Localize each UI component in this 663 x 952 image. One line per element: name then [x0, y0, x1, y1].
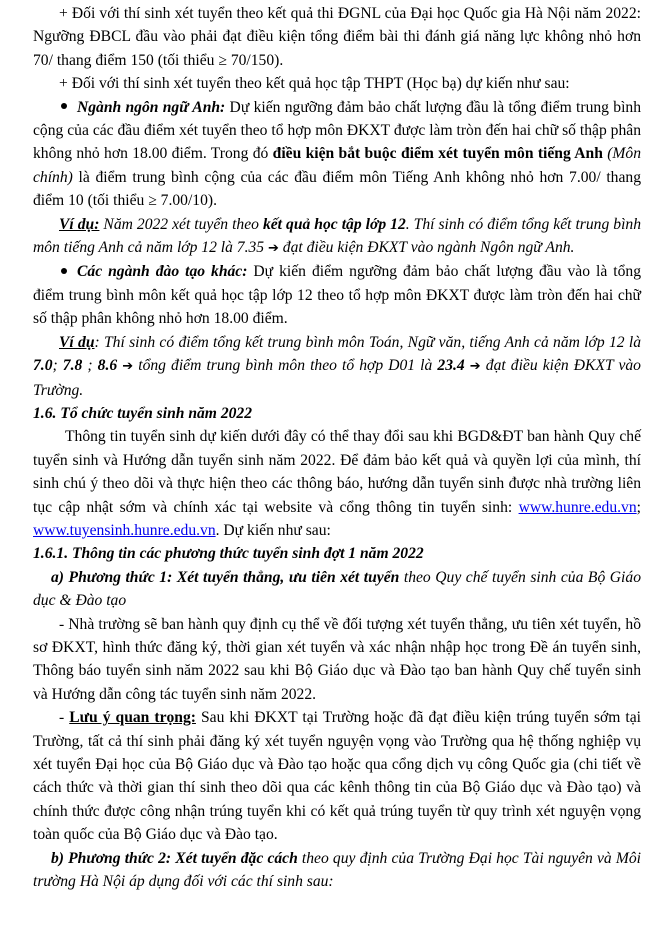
paragraph-hocba-intro: + Đối với thí sinh xét tuyển theo kết quả học tập THPT (Học bạ) dự kiến như sau:: [59, 75, 570, 93]
paragraph-admission-info: Thông tin tuyển sinh dự kiến dưới đây có thể thay đổi sau khi BGD&ĐT ban hành Quy chế tuyển sinh và Hướng dẫn tuyển sinh năm 2022. Để đảm bảo kết quả và quyền lợi của mình, thí sinh chú ý theo dõi và thực hiện theo các thông báo, hướng dẫn tuyển sinh được nhà trường liên tục cập nhật sớm và chính xác tại website và cổng thông tin tuyển sinh: www.hunre.edu.vn; www.tuyensinh.hunre.edu.vn. Dự kiến như sau:: [33, 428, 641, 539]
link-tuyensinh[interactable]: www.tuyensinh.hunre.edu.vn: [33, 521, 216, 539]
bullet-english-major: Ngành ngôn ngữ Anh: Dự kiến ngưỡng đảm bảo chất lượng đầu là tổng điểm trung bình cộng của các đầu điểm xét tuyển theo tổ hợp môn ĐKXT được làm tròn đến hai chữ số thập phân không nhỏ hơn 18.00 điểm. Trong đó điều kiện bắt buộc điểm xét tuyển môn tiếng Anh (Môn chính) là điểm trung bình cộng của các đầu điểm môn Tiếng Anh không nhỏ hơn 7.00/ thang điểm 10 (tối thiểu ≥ 7.00/10).: [33, 98, 641, 210]
example-label: Ví dụ: [59, 333, 95, 351]
note-label: Lưu ý quan trọng:: [69, 709, 196, 727]
document-page: [33, 2, 641, 893]
example-other: Ví dụ: Thí sinh có điểm tổng kết trung bình môn Toán, Ngữ văn, tiếng Anh cả năm lớp 12 là 7.0; 7.8 ; 8.6 ➔ tổng điểm trung bình môn theo tổ hợp D01 là 23.4 ➔ đạt điều kiện ĐKXT vào Trường.: [33, 333, 641, 399]
bullet-label: Ngành ngôn ngữ Anh:: [77, 98, 226, 116]
emphasis-text: điều kiện bắt buộc điểm xét tuyển môn tiếng Anh: [272, 145, 603, 163]
bullet-other-majors: Các ngành đào tạo khác: Dự kiến điểm ngưỡng đảm bảo chất lượng đầu vào là tổng điểm trung bình môn kết quả học tập lớp 12 theo tổ hợp môn ĐKXT được làm tròn đến hai chữ số thập phân không nhỏ hơn 18.00 điểm.: [33, 263, 641, 328]
bullet-label: Các ngành đào tạo khác:: [77, 263, 248, 281]
paragraph-method-1-details: - Nhà trường sẽ ban hành quy định cụ thể về đối tượng xét tuyển thẳng, ưu tiên xét tuyển, hồ sơ ĐKXT, hình thức đăng ký, thời gian xét tuyển và xác nhận nhập học trong Đề án tuyển sinh, Thông báo tuyển sinh năm 2022 sau khi Bộ Giáo dục và Đào tạo ban hành Quy chế tuyển sinh và Hướng dẫn công tác tuyển sinh năm 2022.: [33, 615, 641, 703]
example-english: Ví dụ: Năm 2022 xét tuyển theo kết quả học tập lớp 12. Thí sinh có điểm tổng kết trung bình môn tiếng Anh cả năm lớp 12 là 7.35 ➔ đạt điều kiện ĐKXT vào ngành Ngôn ngữ Anh.: [33, 215, 642, 257]
link-hunre[interactable]: www.hunre.edu.vn: [518, 498, 637, 516]
arrow-icon: ➔: [122, 359, 134, 375]
paragraph-important-note: - Lưu ý quan trọng: Sau khi ĐKXT tại Trường hoặc đã đạt điều kiện trúng tuyển sớm tại Trường, tất cả thí sinh phải đăng ký xét tuyển nguyện vọng vào Trường qua hệ thống nghiệp vụ xét tuyển Đại học của Bộ Giáo dục và Đào tạo hoặc qua cổng dịch vụ công Quốc gia (chi tiết về cách thức và thời gian thí sinh theo dõi qua các kênh thông tin của Bộ Giáo dục và Đào tạo) và chính thức được công nhận trúng tuyển khi có kết quả trúng tuyển từ quy trình xét nguyện vọng toàn quốc của Bộ Giáo dục và Đào tạo.: [33, 709, 642, 844]
paragraph-dgnl-threshold: + Đối với thí sinh xét tuyển theo kết quả thi ĐGNL của Đại học Quốc gia Hà Nội năm 2022: Ngưỡng ĐBCL đầu vào phải đạt điều kiện tổng điểm bài thi đánh giá năng lực không nhỏ hơn 70/ thang điểm 150 (tối thiểu ≥ 70/150).: [33, 5, 641, 69]
arrow-icon: ➔: [268, 241, 279, 257]
bullet-icon: [61, 103, 67, 109]
section-heading-1-6-1: 1.6.1. Thông tin các phương thức tuyển sinh đợt 1 năm 2022: [33, 545, 424, 563]
section-heading-1-6: 1.6. Tổ chức tuyển sinh năm 2022: [33, 404, 253, 422]
example-label: Ví dụ:: [59, 215, 100, 233]
method-2-heading: b) Phương thức 2: Xét tuyển đặc cách theo quy định của Trường Đại học Tài nguyên và Môi trường Hà Nội áp dụng đối với các thí sinh sau:: [33, 849, 642, 891]
arrow-icon: ➔: [469, 359, 481, 375]
method-1-heading: a) Phương thức 1: Xét tuyển thẳng, ưu tiên xét tuyển theo Quy chế tuyển sinh của Bộ Giáo dục & Đào tạo: [33, 568, 641, 610]
bullet-icon: [61, 268, 67, 274]
